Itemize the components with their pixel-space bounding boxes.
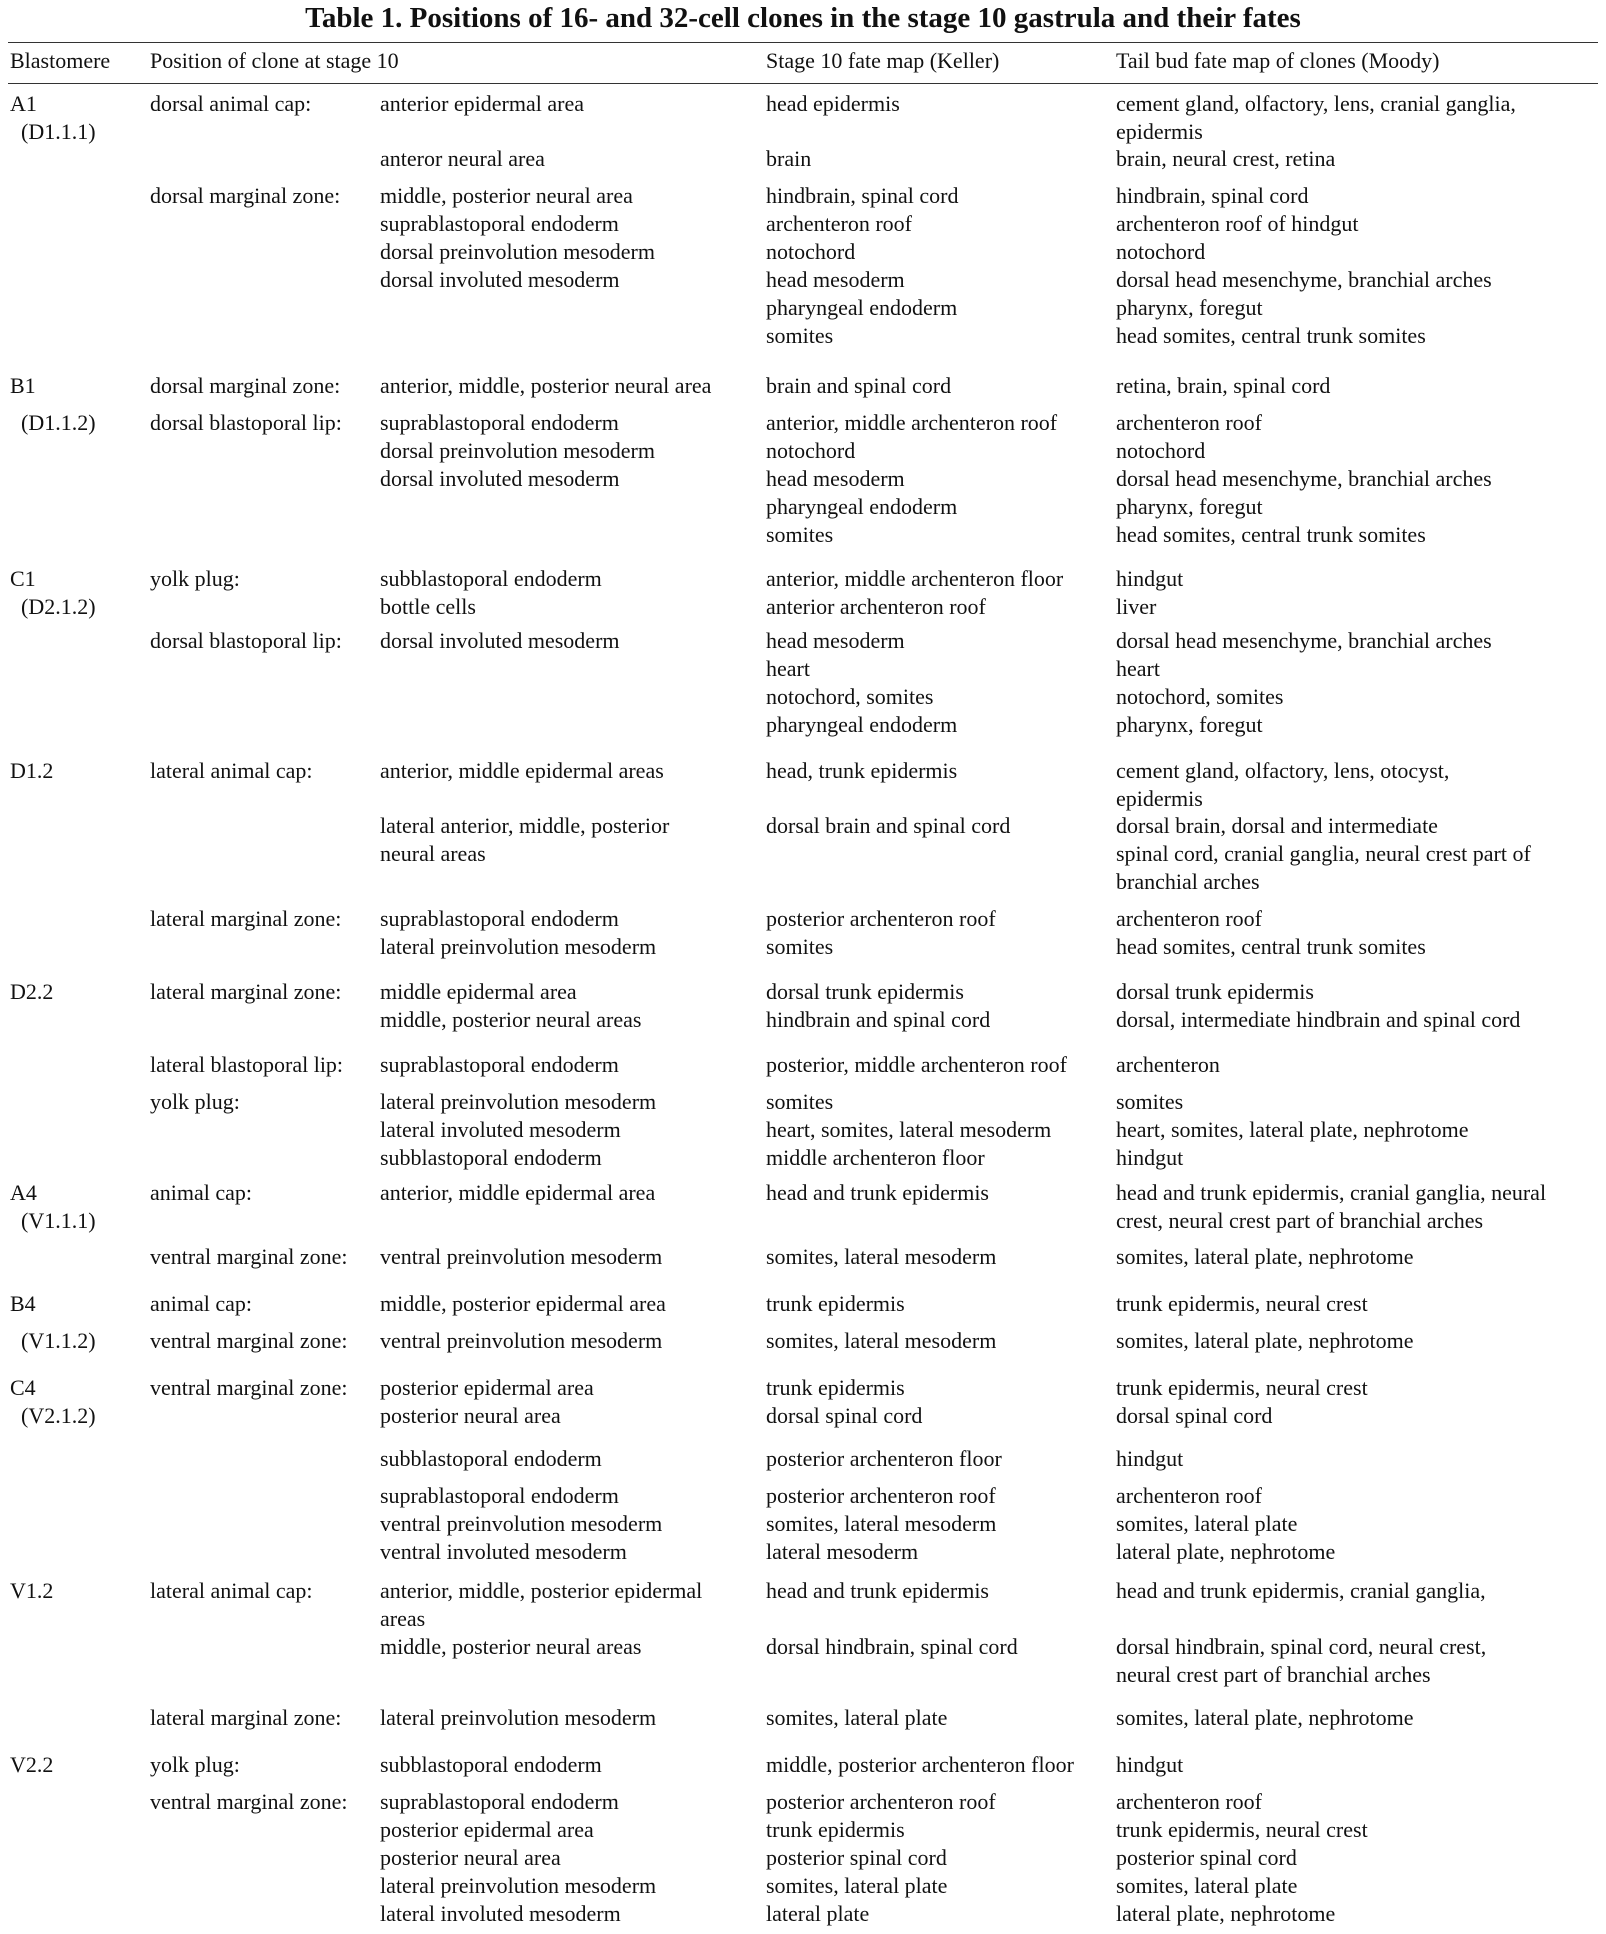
position-cell: subblastoporal endoderm [380,1752,602,1777]
moody-fate-cell: archenteron [1116,1052,1220,1077]
keller-fate-cell: trunk epidermis [766,1291,905,1316]
moody-fate-cell: cement gland, olfactory, lens, otocyst, epidermis [1116,758,1450,811]
moody-fate-cell: archenteron roof notochord dorsal head mesenchyme, branchial arches pharynx, foregut head somites, central trunk somites [1116,410,1492,547]
region-label: ventral marginal zone: [150,1789,348,1814]
moody-fate-cell: dorsal head mesenchyme, branchial arches heart notochord, somites pharynx, foregut [1116,628,1492,737]
header-keller: Stage 10 fate map (Keller) [766,48,1000,73]
keller-fate-cell: anterior, middle archenteron floor anterior archenteron roof [766,566,1064,619]
position-cell: anterior, middle epidermal area [380,1180,656,1205]
keller-fate-cell: trunk epidermis dorsal spinal cord [766,1375,923,1428]
moody-fate-cell: hindgut [1116,1446,1184,1471]
moody-fate-cell: head and trunk epidermis, cranial ganglia, neural crest, neural crest part of branchial arches [1116,1180,1547,1233]
table-title: Table 1. Positions of 16- and 32-cell clones in the stage 10 gastrula and their fates [305,2,1301,34]
blastomere-label: V2.2 [10,1752,54,1777]
blastomere-label: D2.2 [10,979,54,1004]
moody-fate-cell: dorsal trunk epidermis dorsal, intermediate hindbrain and spinal cord [1116,979,1521,1032]
keller-fate-cell: dorsal trunk epidermis hindbrain and spinal cord [766,979,991,1032]
position-cell: middle epidermal area middle, posterior neural areas [380,979,642,1032]
moody-fate-cell: archenteron roof trunk epidermis, neural crest posterior spinal cord somites, lateral plate lateral plate, nephrotome [1116,1789,1368,1926]
region-label: lateral blastoporal lip: [150,1052,344,1077]
position-cell: lateral anterior, middle, posterior neural areas [380,813,670,866]
moody-fate-cell: archenteron roof somites, lateral plate lateral plate, nephrotome [1116,1483,1336,1564]
moody-fate-cell: trunk epidermis, neural crest dorsal spinal cord [1116,1375,1368,1428]
moody-fate-cell: somites heart, somites, lateral plate, nephrotome hindgut [1116,1089,1469,1170]
keller-fate-cell: posterior archenteron floor [766,1446,1002,1471]
blastomere-label: B4 [10,1291,36,1316]
region-label: ventral marginal zone: [150,1328,348,1353]
moody-fate-cell: dorsal brain, dorsal and intermediate spinal cord, cranial ganglia, neural crest part of branchial arches [1116,813,1531,894]
position-cell: subblastoporal endoderm bottle cells [380,566,602,619]
moody-fate-cell: somites, lateral plate, nephrotome [1116,1705,1414,1730]
position-cell: anterior epidermal area [380,91,584,116]
region-label: dorsal animal cap: [150,91,312,116]
moody-fate-cell: archenteron roof head somites, central trunk somites [1116,906,1426,959]
moody-fate-cell: somites, lateral plate, nephrotome [1116,1328,1414,1353]
keller-fate-cell: dorsal brain and spinal cord [766,813,1011,838]
region-label: dorsal blastoporal lip: [150,410,342,435]
keller-fate-cell: posterior archenteron roof trunk epidermis posterior spinal cord somites, lateral plate lateral plate [766,1789,996,1926]
region-label: animal cap: [150,1291,253,1316]
region-label: lateral marginal zone: [150,979,342,1004]
position-cell: middle, posterior epidermal area [380,1291,666,1316]
region-label: animal cap: [150,1180,253,1205]
position-cell: suprablastoporal endoderm ventral preinvolution mesoderm ventral involuted mesoderm [380,1483,663,1564]
moody-fate-cell: head and trunk epidermis, cranial ganglia, dorsal hindbrain, spinal cord, neural crest, neural crest part of branchial arches [1116,1578,1487,1687]
position-cell: ventral preinvolution mesoderm [380,1328,663,1353]
position-cell: suprablastoporal endoderm dorsal preinvolution mesoderm dorsal involuted mesoderm [380,410,655,491]
moody-fate-cell: hindgut [1116,1752,1184,1777]
position-cell: subblastoporal endoderm [380,1446,602,1471]
region-label: yolk plug: [150,1752,240,1777]
region-label: lateral animal cap: [150,1578,313,1603]
moody-fate-cell: trunk epidermis, neural crest [1116,1291,1368,1316]
blastomere-label: D1.2 [10,758,54,783]
region-label: ventral marginal zone: [150,1375,348,1400]
keller-fate-cell: somites, lateral mesoderm [766,1244,997,1269]
region-label: ventral marginal zone: [150,1244,348,1269]
moody-fate-cell: hindbrain, spinal cord archenteron roof of hindgut notochord dorsal head mesenchyme, branchial arches pharynx, foregut head somites, central trunk somites [1116,183,1492,348]
position-cell: lateral preinvolution mesoderm lateral involuted mesoderm subblastoporal endoderm [380,1089,657,1170]
keller-fate-cell: head mesoderm heart notochord, somites pharyngeal endoderm [766,628,958,737]
position-cell: posterior epidermal area posterior neural area [380,1375,594,1428]
keller-fate-cell: head and trunk epidermis dorsal hindbrain, spinal cord [766,1578,1018,1659]
position-cell: suprablastoporal endoderm lateral preinvolution mesoderm [380,906,657,959]
position-cell: suprablastoporal endoderm [380,1052,619,1077]
moody-fate-cell: retina, brain, spinal cord [1116,373,1331,398]
keller-fate-cell: middle, posterior archenteron floor [766,1752,1074,1777]
header-moody: Tail bud fate map of clones (Moody) [1116,48,1440,73]
blastomere-label: C1 (D2.1.2) [10,566,96,619]
position-cell: middle, posterior neural area suprablastoporal endoderm dorsal preinvolution mesoderm dorsal involuted mesoderm [380,183,655,292]
region-label: yolk plug: [150,1089,240,1114]
keller-fate-cell: posterior archenteron roof somites, lateral mesoderm lateral mesoderm [766,1483,997,1564]
keller-fate-cell: posterior archenteron roof somites [766,906,996,959]
position-cell: anteror neural area [380,146,545,171]
keller-fate-cell: somites heart, somites, lateral mesoderm middle archenteron floor [766,1089,1052,1170]
region-label: lateral marginal zone: [150,1705,342,1730]
blastomere-sublabel: (D1.1.2) [10,410,96,435]
keller-fate-cell: head, trunk epidermis [766,758,958,783]
header-rule [8,83,1598,84]
keller-fate-cell: head and trunk epidermis [766,1180,989,1205]
position-cell: anterior, middle, posterior neural area [380,373,712,398]
position-cell: dorsal involuted mesoderm [380,628,620,653]
moody-fate-cell: somites, lateral plate, nephrotome [1116,1244,1414,1269]
position-cell: suprablastoporal endoderm posterior epidermal area posterior neural area lateral preinvolution mesoderm lateral involuted mesoderm [380,1789,657,1926]
moody-fate-cell: cement gland, olfactory, lens, cranial ganglia, epidermis [1116,91,1516,144]
blastomere-sublabel: (V1.1.2) [10,1328,96,1353]
keller-fate-cell: brain and spinal cord [766,373,952,398]
header-position: Position of clone at stage 10 [150,48,399,73]
moody-fate-cell: hindgut liver [1116,566,1184,619]
blastomere-label: A1 (D1.1.1) [10,91,96,144]
position-cell: ventral preinvolution mesoderm [380,1244,663,1269]
top-rule [8,42,1598,43]
position-cell: anterior, middle epidermal areas [380,758,664,783]
region-label: lateral marginal zone: [150,906,342,931]
keller-fate-cell: brain [766,146,812,171]
region-label: dorsal marginal zone: [150,373,341,398]
keller-fate-cell: somites, lateral mesoderm [766,1328,997,1353]
header-blastomere: Blastomere [10,48,111,73]
region-label: dorsal marginal zone: [150,183,341,208]
blastomere-label: C4 (V2.1.2) [10,1375,96,1428]
blastomere-label: A4 (V1.1.1) [10,1180,96,1233]
position-cell: anterior, middle, posterior epidermal areas middle, posterior neural areas [380,1578,703,1659]
position-cell: lateral preinvolution mesoderm [380,1705,657,1730]
keller-fate-cell: somites, lateral plate [766,1705,948,1730]
blastomere-label: B1 [10,373,36,398]
keller-fate-cell: head epidermis [766,91,900,116]
region-label: yolk plug: [150,566,240,591]
blastomere-label: V1.2 [10,1578,54,1603]
region-label: lateral animal cap: [150,758,313,783]
keller-fate-cell: posterior, middle archenteron roof [766,1052,1067,1077]
keller-fate-cell: anterior, middle archenteron roof notochord head mesoderm pharyngeal endoderm somites [766,410,1058,547]
keller-fate-cell: hindbrain, spinal cord archenteron roof notochord head mesoderm pharyngeal endoderm somites [766,183,959,348]
moody-fate-cell: brain, neural crest, retina [1116,146,1336,171]
region-label: dorsal blastoporal lip: [150,628,342,653]
